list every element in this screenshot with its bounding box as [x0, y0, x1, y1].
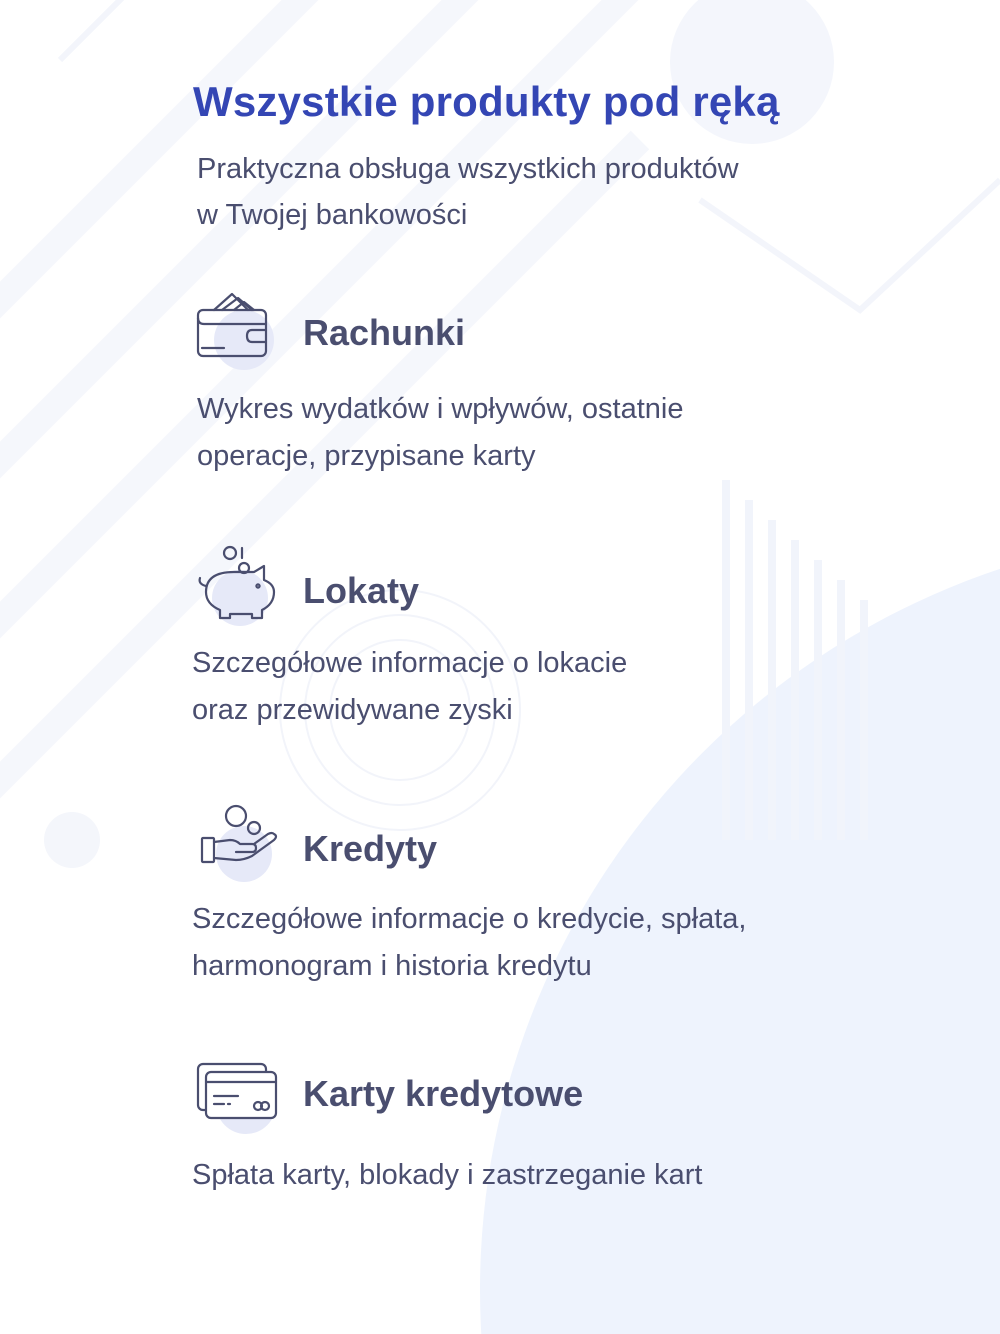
- product-title-karty-kredytowe: Karty kredytowe: [303, 1073, 584, 1114]
- piggy-bank-icon: [194, 540, 284, 630]
- product-title-kredyty: Kredyty: [303, 828, 438, 869]
- page-title: Wszystkie produkty pod ręką: [193, 78, 780, 125]
- product-desc-karty-kredytowe: [192, 1152, 912, 1199]
- subtitle-line-2: w Twojej bankowości: [197, 199, 468, 231]
- hand-coins-icon: [196, 800, 286, 890]
- desc-line-2: operacje, przypisane karty: [197, 440, 536, 472]
- desc-line-1: Spłata karty, blokady i zastrzeganie kart: [192, 1159, 703, 1191]
- page-subtitle: [197, 146, 877, 238]
- product-desc-rachunki: [197, 386, 877, 480]
- product-desc-lokaty: [192, 640, 872, 734]
- product-title-lokaty: Lokaty: [303, 570, 420, 611]
- desc-line-1: Szczegółowe informacje o lokacie: [192, 647, 628, 679]
- desc-line-2: oraz przewidywane zyski: [192, 694, 513, 726]
- subtitle-line-1: Praktyczna obsługa wszystkich produktów: [197, 153, 739, 185]
- desc-line-2: harmonogram i historia kredytu: [192, 950, 592, 982]
- desc-line-1: Szczegółowe informacje o kredycie, spłata,: [192, 903, 747, 935]
- wallet-icon: [192, 288, 282, 378]
- credit-cards-icon: [194, 1056, 284, 1146]
- desc-line-1: Wykres wydatków i wpływów, ostatnie: [197, 393, 684, 425]
- product-title-rachunki: Rachunki: [303, 312, 466, 353]
- product-desc-kredyty: [192, 896, 912, 990]
